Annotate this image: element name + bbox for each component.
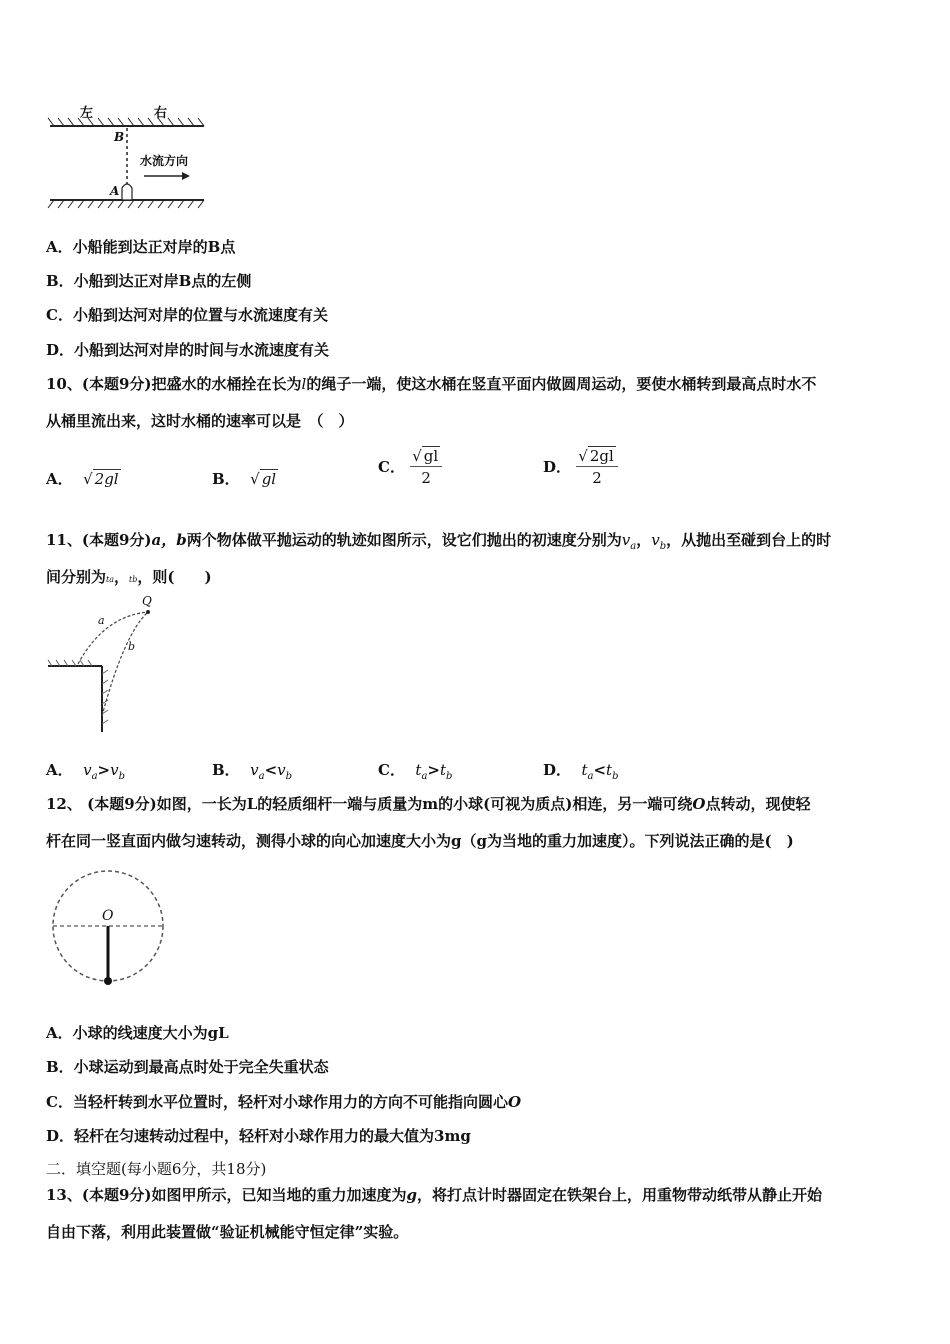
circle-figure [50,868,170,988]
q13-text-line1: 13、(本题9分)如图甲所示，已知当地的重力加速度为g，将打点计时器固定在铁架台上，用重物带动纸带从静止开始 [46,1186,823,1204]
q11-option-d: D． $t_a<t_b$ [543,761,619,782]
q10-option-c: C． $\frac{√ gl}{2}$ [378,446,442,487]
q9-option-d: D．小船到达河对岸的时间与水流速度有关 [46,341,330,359]
q10-text-line2: 从桶里流出来，这时水桶的速率可以是 （ ） [46,412,354,430]
q12-option-b: B．小球运动到最高点时处于完全失重状态 [46,1058,329,1076]
right-label: 右 [154,106,168,121]
q12-text-line1: 12、 (本题9分)如图，一长为L的轻质细杆一端与质量为m的小球(可视为质点)相连，另一端可绕O点转动，现使轻 [46,795,811,813]
q9-option-b: B．小船到达正对岸B点的左侧 [46,272,252,290]
flow-direction-label: 水流方向 [140,154,189,168]
q9-option-a: A．小船能到达正对岸的B点 [46,238,236,256]
q11-option-a: A． $v_a>v_b$ [46,761,126,782]
q13-text-line2: 自由下落，利用此装置做“验证机械能守恒定律”实验。 [46,1223,409,1241]
q10-option-d: D． $\frac{√ 2gl}{2}$ [543,446,618,487]
center-o-label: O [102,908,114,924]
river-diagram [44,96,214,216]
point-q-label: Q [142,594,152,608]
circle-diagram [50,868,170,988]
left-label: 左 [80,106,94,121]
q9-option-c: C．小船到达河对岸的位置与水流速度有关 [46,306,328,324]
q11-option-c: C． $t_a>t_b$ [378,761,453,782]
trajectory-b-label: b [128,640,136,653]
projectile-figure [44,594,164,734]
q10-option-a: A． √ 2gl [46,470,119,488]
q12-text-line2: 杆在同一竖直面内做匀速转动，测得小球的向心加速度大小为g（g为当地的重力加速度）。下列说法正确的是( ) [46,832,794,850]
q11-option-b: B． $v_a<v_b$ [212,761,293,782]
trajectory-a-label: a [98,614,105,627]
point-a-label: A [110,184,120,198]
q11-text-line1: 11、(本题9分)a，b两个物体做平抛运动的轨迹如图所示，设它们抛出的初速度分别为$v_a$，$v_b$，从抛出至碰到台上的时 [46,531,832,552]
q12-option-d: D．轻杆在匀速转动过程中，轻杆对小球作用力的最大值为3mg [46,1127,471,1145]
q12-option-c: C．当轻杆转到水平位置时，轻杆对小球作用力的方向不可能指向圆心O [46,1093,522,1111]
q12-option-a: A．小球的线速度大小为gL [46,1024,229,1042]
q10-option-b: B． √ gl [212,470,277,488]
q11-text-line2: 间分别为ta，tb，则( ) [46,568,212,586]
section-heading: 二．填空题(每小题6分，共18分) [46,1160,267,1178]
river-figure [44,96,214,216]
q10-text-line1: 10、(本题9分)把盛水的水桶拴在长为l的绳子一端，使这水桶在竖直平面内做圆周运动，要使水桶转到最高点时水不 [46,375,817,393]
point-b-label: B [114,130,125,144]
